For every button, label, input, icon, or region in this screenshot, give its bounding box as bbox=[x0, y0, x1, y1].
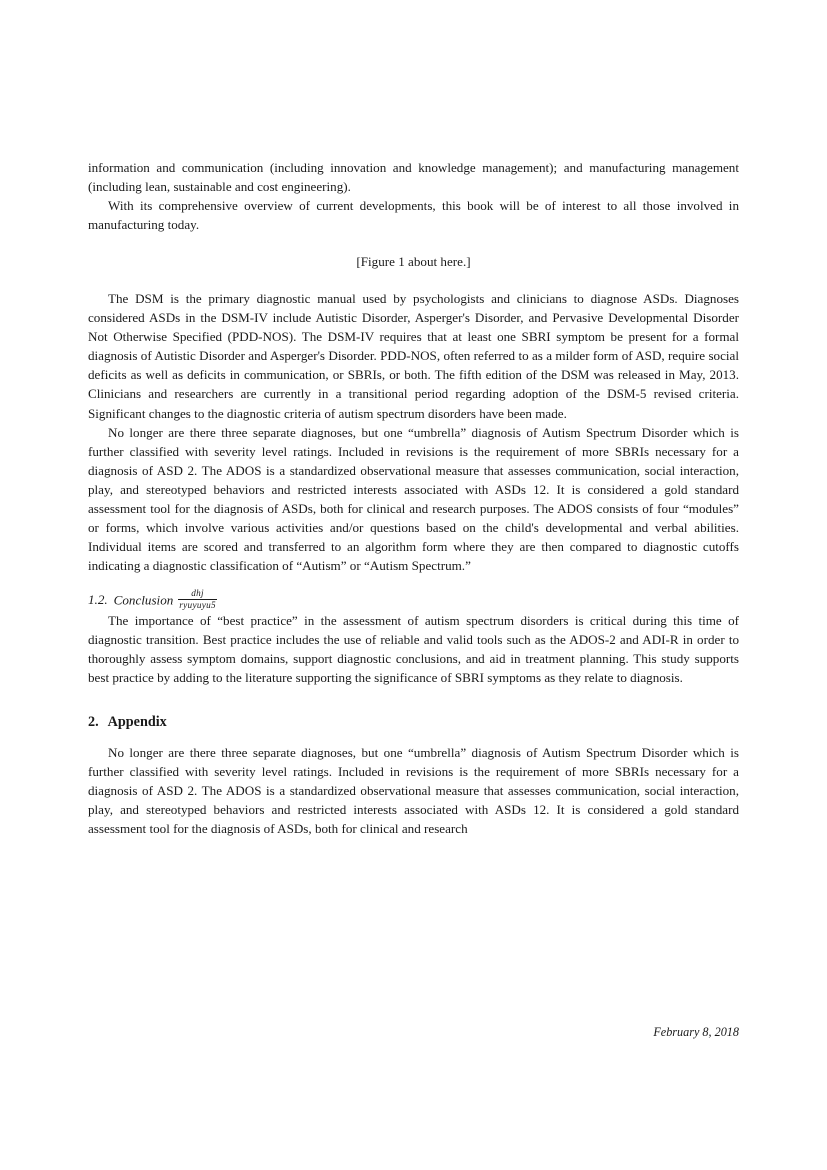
paragraph-intro-second: With its comprehensive overview of current developments, this book will be of interest to all those involved in manufacturing today. bbox=[88, 198, 739, 233]
subsection-title: Conclusion bbox=[113, 592, 174, 608]
section-number: 2. bbox=[88, 713, 99, 730]
subsection-number: 1.2. bbox=[88, 592, 108, 608]
paragraph-dsm: The DSM is the primary diagnostic manual used by psychologists and clinicians to diagnose ASDs. Diagnoses considered ASDs in the DSM-IV include Autistic Disorder, Asperger's Disorder, and Pervasive Developmental Disorder Not Otherwise Specified (PDD-NOS). The DSM-IV requires that at least one SBRI symptom be present for a formal diagnosis of Autistic Disorder and Asperger's Disorder. PDD-NOS, often referred to as a milder form of ASD, require social deficits as well as deficits in communication, or SBRIs, or both. The fifth edition of the DSM was released in May, 2013. Clinicians and researchers are currently in a transitional period regarding adoption of the DSM-5 revised criteria. Significant changes to the diagnostic criteria of autism spectrum disorders have been made. bbox=[88, 291, 739, 421]
inline-fraction bbox=[178, 588, 217, 611]
section-title: Appendix bbox=[107, 713, 167, 730]
paragraph-appendix: No longer are there three separate diagnoses, but one “umbrella” diagnosis of Autism Spectrum Disorder which is further classified with severity level ratings. Included in revisions is the requirement of more SBRIs necessary for a diagnosis of ASD 2. The ADOS is a standardized observational measure that assesses communication, social interaction, play, and stereotyped behaviors and restricted interests associated with ASDs 12. It is considered a gold standard assessment tool for the diagnosis of ASDs, both for clinical and research bbox=[88, 744, 739, 836]
paragraph-ados: No longer are there three separate diagnoses, but one “umbrella” diagnosis of Autism Spectrum Disorder which is further classified with severity level ratings. Included in revisions is the requirement of more SBRIs necessary for a diagnosis of ASD 2. The ADOS is a standardized observational measure that assesses communication, social interaction, play, and stereotyped behaviors and restricted interests associated with ASDs 12. It is considered a gold standard assessment tool for the diagnosis of ASDs, both for clinical and research purposes. The ADOS consists of four “modules” or forms, which involve various activities and/or questions based on the child's developmental and verbal abilities. Individual items are scored and transferred to an algorithm form where they are then compared to diagnostic cutoffs indicating a diagnostic classification of “Autism” or “Autism Spectrum.” bbox=[88, 424, 739, 573]
section-heading-appendix bbox=[88, 687, 739, 743]
paragraph-intro-continued: information and communication (including innovation and knowledge management); and manufacturing management (including lean, sustainable and cost engineering). bbox=[88, 160, 739, 195]
subsection-heading-conclusion bbox=[88, 575, 739, 611]
fraction-denominator: ryuyuyu5 bbox=[179, 600, 216, 611]
document-body bbox=[88, 158, 739, 838]
footer-date: February 8, 2018 bbox=[653, 1025, 739, 1039]
paragraph-conclusion: The importance of “best practice” in the assessment of autism spectrum disorders is critical during this time of diagnostic transition. Best practice includes the use of reliable and valid tools such as the ADOS-2 and ADI-R in order to thoroughly assess symptom domains, support diagnostic conclusions, and aid in treatment planning. This study supports best practice by adding to the literature supporting the significance of SBRI symptoms as they relate to diagnosis. bbox=[88, 612, 739, 685]
figure-placeholder-note: [Figure 1 about here.] bbox=[356, 254, 471, 270]
fraction-numerator: dhj bbox=[191, 587, 204, 598]
